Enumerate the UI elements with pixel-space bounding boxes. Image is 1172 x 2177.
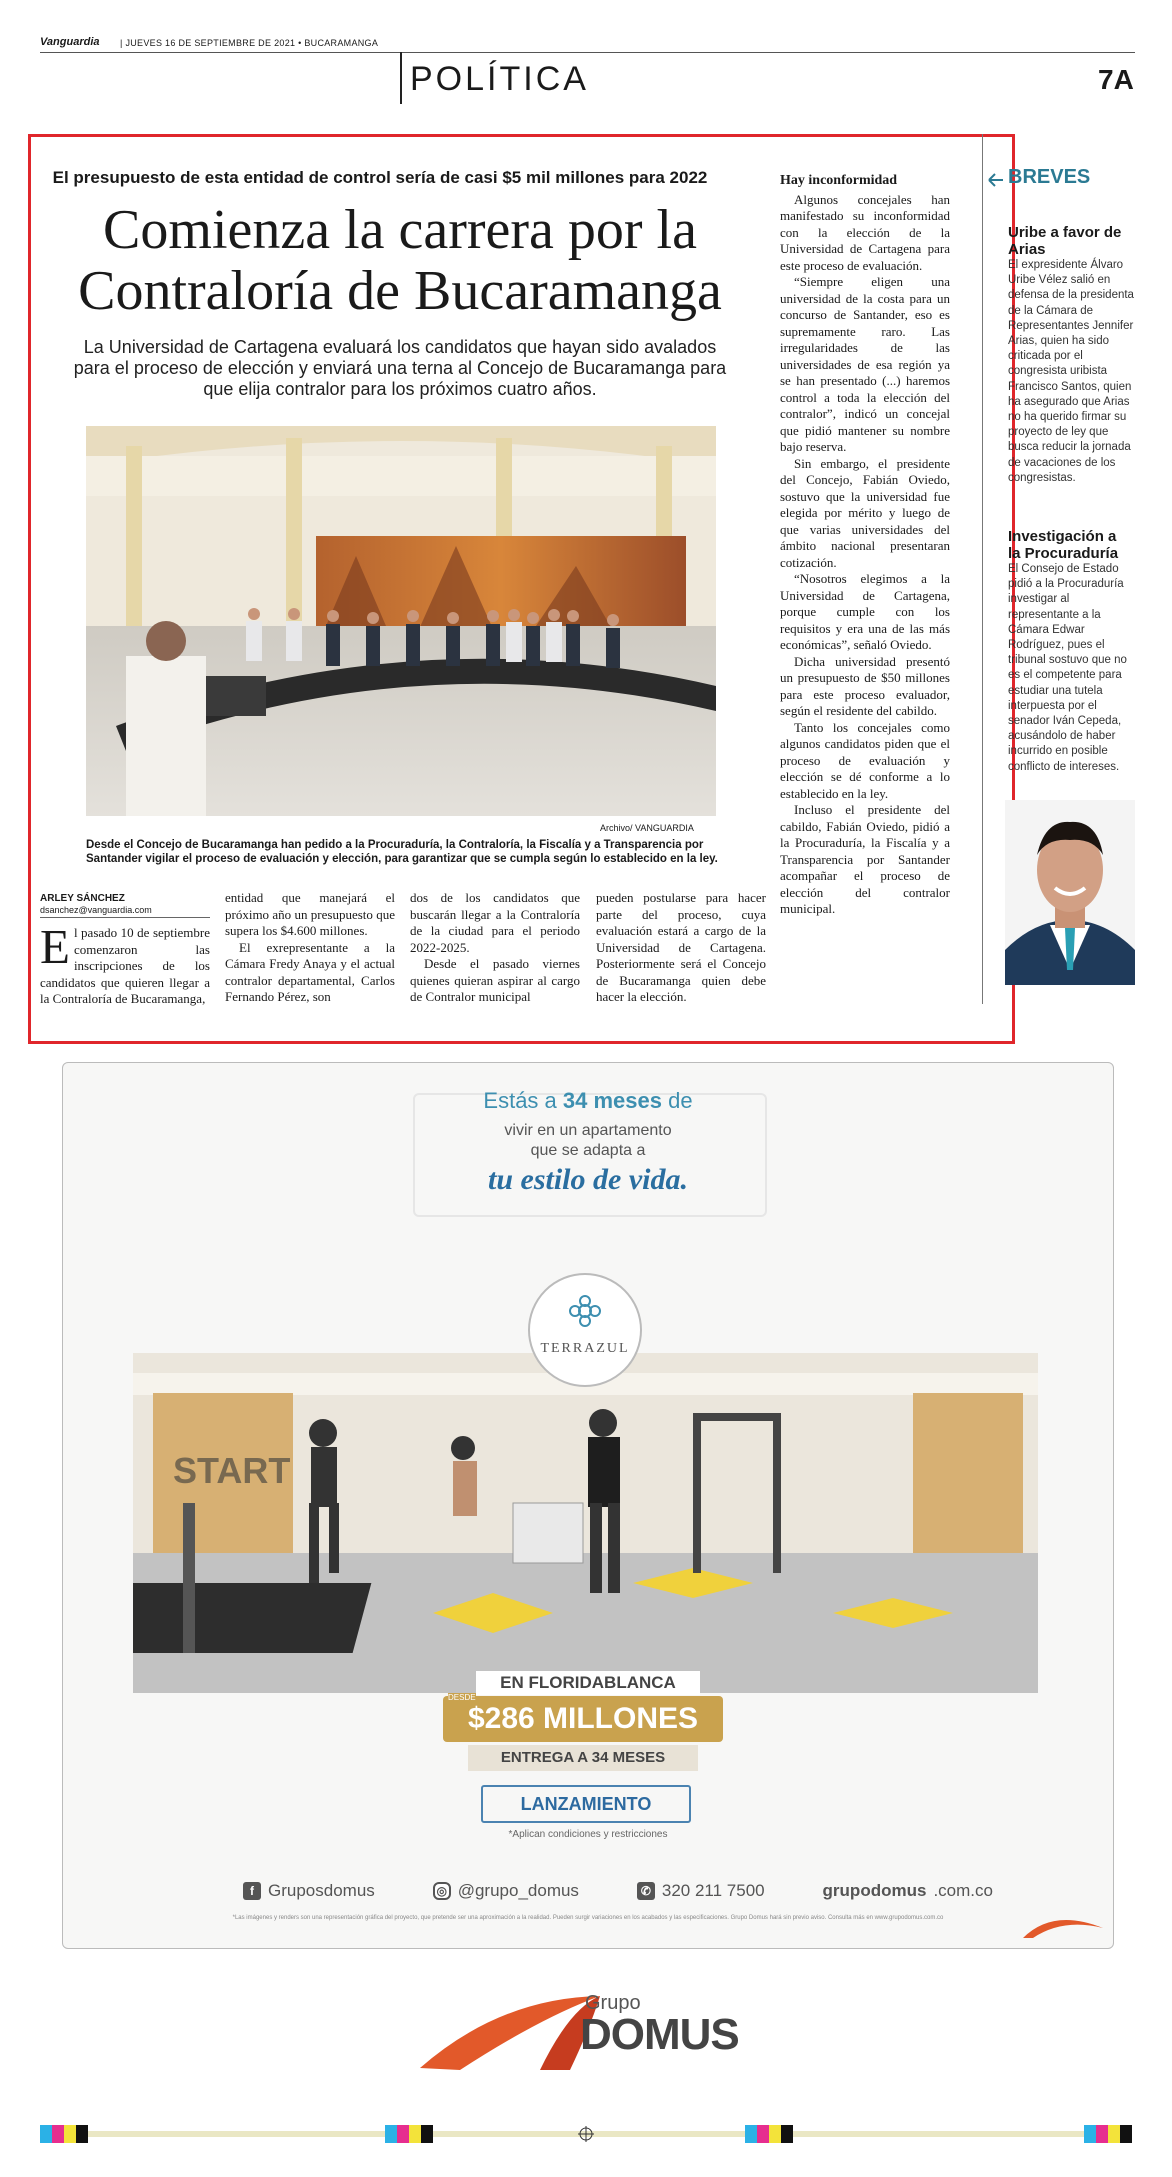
body-paragraph: pueden postularse para hacer parte del proceso, cuya evaluación estará a cargo de la Universidad de Cartagena. Posteriormente será el Concejo de Bucaramanga quien debe hacer la elección.	[596, 890, 766, 1004]
subheading: Hay inconformidad	[780, 173, 898, 188]
footer-brand-domus: DOMUS	[580, 2010, 739, 2059]
portrait-photo	[1005, 800, 1135, 985]
ad-legal-text: *Las imágenes y renders son una representación gráfica del proyecto, que pretende ser una aproximación a la realidad. Pueden surgir variaciones en los acabados y las especificaciones. Grupo Domus hará sin previo aviso. Consulta más en www.grupodomus.com.co	[232, 1915, 944, 1921]
phone-number: 320 211 7500	[661, 1881, 765, 1900]
photo-credit: Archivo/ VANGUARDIA	[600, 823, 694, 833]
body-text: l pasado 10 de septiembre comenzaron las inscripciones de los candidatos que quieren llegar a la Contraloría de Bucaramanga,	[40, 925, 210, 1006]
brief-heading: Uribe a favor de Arias	[1008, 224, 1122, 258]
price-from-label: DESDE	[448, 1693, 476, 1702]
real-estate-advertisement[interactable]	[62, 1062, 1114, 1949]
brief-heading: Investigación a la Procuraduría	[1008, 528, 1119, 562]
page-number: 7A	[1098, 64, 1134, 95]
ad-headline-text: Estás a	[483, 1088, 563, 1113]
ad-corner-swoosh-icon	[1023, 1908, 1103, 1938]
facebook-contact[interactable]	[243, 1881, 375, 1901]
body-paragraph: El exrepresentante a la Cámara Fredy Anaya y el actual contralor departamental, Carlos Fernando Pérez, son	[225, 939, 395, 1004]
sidebar-rule	[982, 134, 983, 1004]
website-bold: grupodomus	[822, 1881, 927, 1900]
body-paragraph: “Siempre eligen una universidad de la costa para un concurso de Santander, eso es supremamente raro. Las irregularidades de las universidades de esa región ya se han presentado (...) haremos control a toda la elección del contralor”, indicó un concejal que pidió mantener su nombre bajo reserva.	[780, 274, 950, 454]
delivery-banner: ENTREGA A 34 MESES	[468, 1745, 698, 1771]
article-dek: La Universidad de Cartagena evaluará los candidatos que hayan sido avalados para el proceso de elección y enviará una terna al Concejo de Bucaramanga para que elija contralor para los próximos cuatro años.	[73, 337, 727, 399]
ad-subline-1: vivir en un apartamento	[504, 1122, 672, 1139]
terrazul-logo	[528, 1273, 642, 1387]
byline-email: dsanchez@vanguardia.com	[40, 905, 152, 915]
breves-title: BREVES	[1008, 166, 1091, 188]
terrazul-flower-icon	[565, 1291, 605, 1331]
brief-text: El expresidente Álvaro Uribe Vélez salió en defensa de la presidenta de la Cámara de Representantes Jennifer Arias, quien ha sido criticada por el congresista uribista Francisco Santos, quien ha asegurado que Arias no ha querido firmar su proyecto de ley que busca reducir la jornada de vacaciones de los congresistas.	[1008, 259, 1134, 484]
masthead-logo: Vanguardia	[40, 36, 100, 48]
ad-script-slogan: tu estilo de vida.	[488, 1163, 688, 1196]
body-paragraph: Algunos concejales han manifestado su inconformidad con la elección de la Universidad de Cartagena para este proceso de evaluación.	[780, 191, 950, 273]
body-paragraph: “Nosotros elegimos a la Universidad de Cartagena, porque cumple con los requisitos y era una de las más económicas”, señaló Oviedo.	[780, 571, 950, 652]
footer-brand-grupo: Grupo	[585, 1992, 641, 2014]
ad-contacts	[243, 1881, 993, 1901]
body-paragraph: entidad que manejará el próximo año un presupuesto que supera los $4.600 millones.	[225, 890, 395, 938]
article-headline: Comienza la carrera por la Contraloría de Bucaramanga	[78, 199, 722, 322]
brand-name: TERRAZUL	[540, 1341, 630, 1356]
drop-cap: E	[40, 919, 70, 974]
body-column-2	[225, 890, 395, 1006]
gym-wall-text: START	[173, 1450, 291, 1491]
body-paragraph: Tanto los concejales como algunos candidatos piden que el proceso de evaluación y elección se dé conforme a lo establecido en la ley.	[780, 719, 950, 801]
brief-text: El Consejo de Estado pidió a la Procuraduría investigar al representante a la Cámara Edwar Rodríguez, pues el tribunal sostuvo que no es el competente para estudiar una tutela interpuesta por el senador Iván Cepeda, acusándolo de haber incurrido en posible conflicto de intereses.	[1008, 563, 1127, 773]
ad-subline	[63, 1121, 1113, 1161]
whatsapp-contact[interactable]	[637, 1881, 765, 1901]
website-link[interactable]	[823, 1881, 993, 1901]
body-paragraph: Dicha universidad presentó un presupuesto de $50 millones para este proceso evaluador, según el residente del cabildo.	[780, 653, 950, 718]
section-divider	[400, 52, 402, 104]
instagram-contact[interactable]	[433, 1881, 579, 1901]
gym-illustration	[133, 1353, 1038, 1693]
instagram-handle: @grupo_domus	[457, 1881, 579, 1900]
body-column-3	[410, 890, 580, 1006]
facebook-icon: f	[243, 1882, 261, 1900]
photo-caption: Desde el Concejo de Bucaramanga han pedido a la Procuraduría, la Contraloría, la Fiscalía y a Transparencia por Santander vigilar el proceso de evaluación y elección, para garantizar que se cumpla según lo establecido en la ley.	[86, 839, 718, 865]
website-suffix: .com.co	[933, 1881, 993, 1900]
council-chamber-illustration	[86, 426, 716, 816]
body-paragraph: Desde el pasado viernes quienes quieran aspirar al cargo de Contralor municipal	[410, 956, 580, 1004]
ad-headline	[63, 1088, 1113, 1114]
body-paragraph: Sin embargo, el presidente del Concejo, Fabián Oviedo, sostuvo que la universidad fue elegida por mérito y luego de que varias universidades del ámbito nacional presentaran cotización.	[780, 455, 950, 570]
byline-rule	[40, 917, 210, 918]
ad-headline-text: de	[661, 1088, 693, 1113]
body-column-4	[596, 890, 766, 1006]
council-chamber-photo	[86, 426, 716, 816]
ad-conditions: *Aplican condiciones y restricciones	[508, 1829, 668, 1840]
gym-scene	[133, 1353, 1038, 1693]
location-label: EN FLORIDABLANCA	[476, 1671, 700, 1695]
dateline: | JUEVES 16 DE SEPTIEMBRE DE 2021 • BUCARAMANGA	[120, 38, 379, 48]
body-column-1	[40, 919, 210, 1008]
article-kicker: El presupuesto de esta entidad de control sería de casi $5 mil millones para 2022	[52, 168, 708, 187]
ad-location	[63, 1671, 1113, 1695]
body-column-right	[780, 173, 950, 918]
phone-icon: ✆	[637, 1882, 655, 1900]
price-banner: $286 MILLONES	[443, 1696, 723, 1742]
launch-button[interactable]: LANZAMIENTO	[481, 1785, 691, 1823]
byline-author: ARLEY SÁNCHEZ	[40, 893, 125, 904]
body-paragraph: Incluso el presidente del cabildo, Fabián Oviedo, pidió a la Procuraduría, la Fiscalía y a Transparencia por Santander acompañar el proceso de elección del contralor municipal.	[780, 802, 950, 916]
section-title: POLÍTICA	[410, 60, 589, 98]
breves-arrow-icon	[975, 170, 1005, 190]
body-paragraph: dos de los candidatos que buscarán llegar a la Contraloría de la ciudad para el periodo 2022-2025.	[410, 890, 580, 955]
header-rule	[40, 52, 1135, 53]
ad-headline-bold: 34 meses	[562, 1088, 662, 1113]
print-color-bar	[40, 2125, 1132, 2143]
ad-subline-2: que se adapta a	[530, 1142, 646, 1159]
instagram-icon: ◎	[433, 1882, 451, 1900]
facebook-handle: Gruposdomus	[268, 1881, 375, 1900]
